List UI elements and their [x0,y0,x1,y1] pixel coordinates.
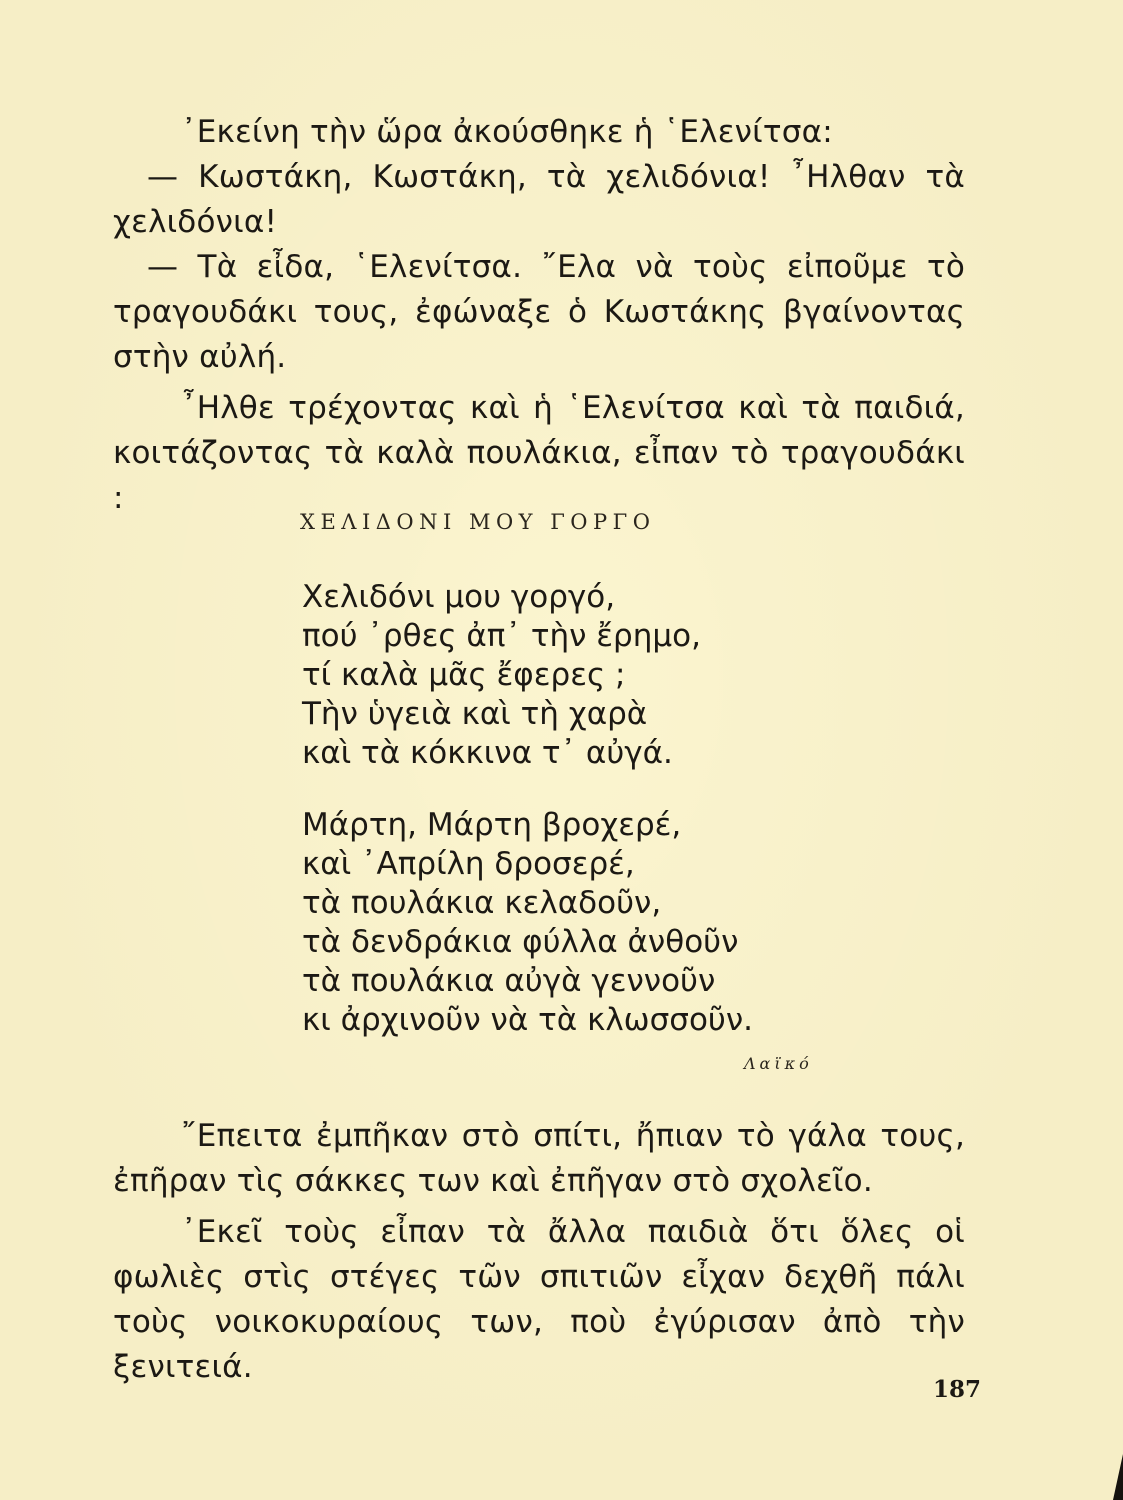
prose-bottom [113,1114,965,1390]
poem-attribution: Λαϊκό [744,1054,813,1073]
poem-line: τί καλὰ μᾶς ἔφερες ; [302,657,626,693]
poem-line: τὰ πουλάκια αὐγὰ γεννοῦν [302,963,716,999]
prose-paragraph: ῏Ηλθε τρέχοντας καὶ ἡ ῾Ελενίτσα καὶ τὰ παιδιά, κοιτάζοντας τὰ καλὰ πουλάκια, εἶπαν τὸ τραγουδάκι : [113,390,965,516]
poem-line: τὰ δενδράκια φύλλα ἀνθοῦν [302,924,739,960]
prose-paragraph: ῎Επειτα ἐμπῆκαν στὸ σπίτι, ἤπιαν τὸ γάλα τους, ἐπῆραν τὶς σάκκες των καὶ ἐπῆγαν στὸ σχολεῖο. [113,1118,965,1199]
prose-top [113,110,965,521]
poem-stanza-2 [302,806,753,1040]
poem-line: Μάρτη, Μάρτη βροχερέ, [302,807,682,843]
page-number: 187 [933,1376,982,1403]
poem-line: Χελιδόνι μου γοργό, [302,579,616,615]
prose-paragraph: ᾿Εκεῖ τοὺς εἶπαν τὰ ἄλλα παιδιὰ ὅτι ὅλες οἱ φωλιὲς στὶς στέγες τῶν σπιτιῶν εἶχαν δεχθῆ πάλι τοὺς νοικοκυραίους των, ποὺ ἐγύρισαν ἀπὸ τὴν ξενιτειά. [113,1214,965,1385]
prose-paragraph: ᾿Εκείνη τὴν ὥρα ἀκούσθηκε ἡ ῾Ελενίτσα: [181,114,833,150]
poem-stanza-1 [302,578,701,773]
poem-line: Τὴν ὑγειὰ καὶ τὴ χαρὰ [302,696,648,732]
poem-line: κι ἀρχινοῦν νὰ τὰ κλωσσοῦν. [302,1002,754,1038]
page-corner-shadow [1113,1454,1123,1500]
poem-line: πού ᾿ρθες ἀπ᾿ τὴν ἔρημο, [302,618,701,654]
prose-paragraph: — Κωστάκη, Κωστάκη, τὰ χελιδόνια! ῏Ηλθαν τὰ χελιδόνια! [113,159,965,240]
poem-line: τὰ πουλάκια κελαδοῦν, [302,885,662,921]
prose-paragraph: — Τὰ εἶδα, ῾Ελενίτσα. ῎Ελα νὰ τοὺς εἰποῦμε τὸ τραγουδάκι τους, ἐφώναξε ὁ Κωστάκης βγαίνοντας στὴν αὐλή. [113,249,965,375]
poem-line: καὶ τὰ κόκκινα τ᾿ αὐγά. [302,735,673,771]
poem-line: καὶ ᾿Απρίλη δροσερέ, [302,846,635,882]
poem-title: ΧΕΛΙΔΟΝΙ ΜΟΥ ΓΟΡΓΟ [300,510,656,534]
